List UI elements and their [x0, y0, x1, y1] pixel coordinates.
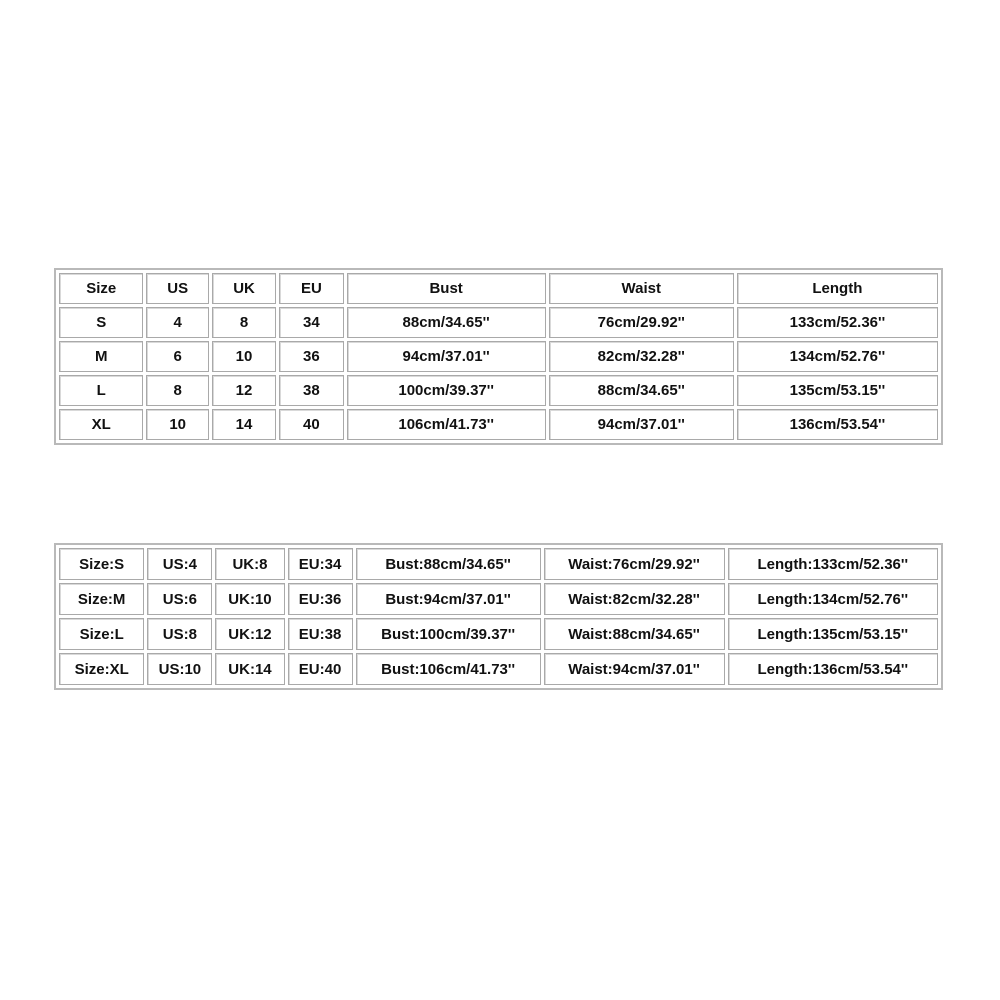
- table-cell: Waist:82cm/32.28'': [544, 583, 725, 615]
- table-cell: EU:38: [288, 618, 353, 650]
- size-chart-table: [54, 268, 943, 445]
- table-cell: 8: [212, 307, 276, 338]
- table-cell: 94cm/37.01'': [347, 341, 546, 372]
- header-cell: Bust: [347, 273, 546, 304]
- table-cell: 133cm/52.36'': [737, 307, 938, 338]
- table-cell: 4: [146, 307, 208, 338]
- table-row: [59, 618, 938, 650]
- table-cell: 136cm/53.54'': [737, 409, 938, 440]
- table-cell: 40: [279, 409, 343, 440]
- table-cell: Size:L: [59, 618, 144, 650]
- table-cell: US:8: [147, 618, 212, 650]
- table-cell: UK:14: [215, 653, 284, 685]
- table-row: [59, 583, 938, 615]
- header-cell: UK: [212, 273, 276, 304]
- table-cell: Size:XL: [59, 653, 144, 685]
- table-cell: 14: [212, 409, 276, 440]
- table-cell: EU:36: [288, 583, 353, 615]
- table-cell: 34: [279, 307, 343, 338]
- table-cell: 82cm/32.28'': [549, 341, 734, 372]
- size-chart-labeled-table: [54, 543, 943, 690]
- table-row: [59, 307, 938, 338]
- table-cell: Waist:88cm/34.65'': [544, 618, 725, 650]
- table-row: [59, 409, 938, 440]
- header-cell: Waist: [549, 273, 734, 304]
- table-cell: Waist:76cm/29.92'': [544, 548, 725, 580]
- table-cell: 12: [212, 375, 276, 406]
- table-cell: US:6: [147, 583, 212, 615]
- table-cell: 88cm/34.65'': [549, 375, 734, 406]
- table-cell: 135cm/53.15'': [737, 375, 938, 406]
- table-cell: UK:8: [215, 548, 284, 580]
- table-cell: EU:34: [288, 548, 353, 580]
- table-cell: US:10: [147, 653, 212, 685]
- table-cell: Bust:94cm/37.01'': [356, 583, 541, 615]
- table-cell: Length:135cm/53.15'': [728, 618, 938, 650]
- table-cell: 8: [146, 375, 208, 406]
- table-cell: Length:134cm/52.76'': [728, 583, 938, 615]
- table-cell: 38: [279, 375, 343, 406]
- table-cell: 134cm/52.76'': [737, 341, 938, 372]
- table-cell: 88cm/34.65'': [347, 307, 546, 338]
- table-cell: UK:10: [215, 583, 284, 615]
- table-cell: 100cm/39.37'': [347, 375, 546, 406]
- table-cell: Bust:88cm/34.65'': [356, 548, 541, 580]
- header-cell: Size: [59, 273, 143, 304]
- header-cell: US: [146, 273, 208, 304]
- table-cell: US:4: [147, 548, 212, 580]
- header-cell: EU: [279, 273, 343, 304]
- table-cell: Size:M: [59, 583, 144, 615]
- table-cell: 6: [146, 341, 208, 372]
- table-cell: Length:136cm/53.54'': [728, 653, 938, 685]
- table-cell: 94cm/37.01'': [549, 409, 734, 440]
- table-cell: EU:40: [288, 653, 353, 685]
- table-cell: L: [59, 375, 143, 406]
- table-row: [59, 341, 938, 372]
- table-cell: Bust:106cm/41.73'': [356, 653, 541, 685]
- table-cell: 76cm/29.92'': [549, 307, 734, 338]
- table-cell: 36: [279, 341, 343, 372]
- table-header-row: [59, 273, 938, 304]
- table-cell: UK:12: [215, 618, 284, 650]
- table-cell: Bust:100cm/39.37'': [356, 618, 541, 650]
- table-cell: Size:S: [59, 548, 144, 580]
- table-cell: S: [59, 307, 143, 338]
- table-cell: 106cm/41.73'': [347, 409, 546, 440]
- table-row: [59, 548, 938, 580]
- header-cell: Length: [737, 273, 938, 304]
- table-cell: 10: [146, 409, 208, 440]
- table-row: [59, 653, 938, 685]
- table-cell: 10: [212, 341, 276, 372]
- table-cell: M: [59, 341, 143, 372]
- table-cell: Waist:94cm/37.01'': [544, 653, 725, 685]
- table-cell: XL: [59, 409, 143, 440]
- table-row: [59, 375, 938, 406]
- table-cell: Length:133cm/52.36'': [728, 548, 938, 580]
